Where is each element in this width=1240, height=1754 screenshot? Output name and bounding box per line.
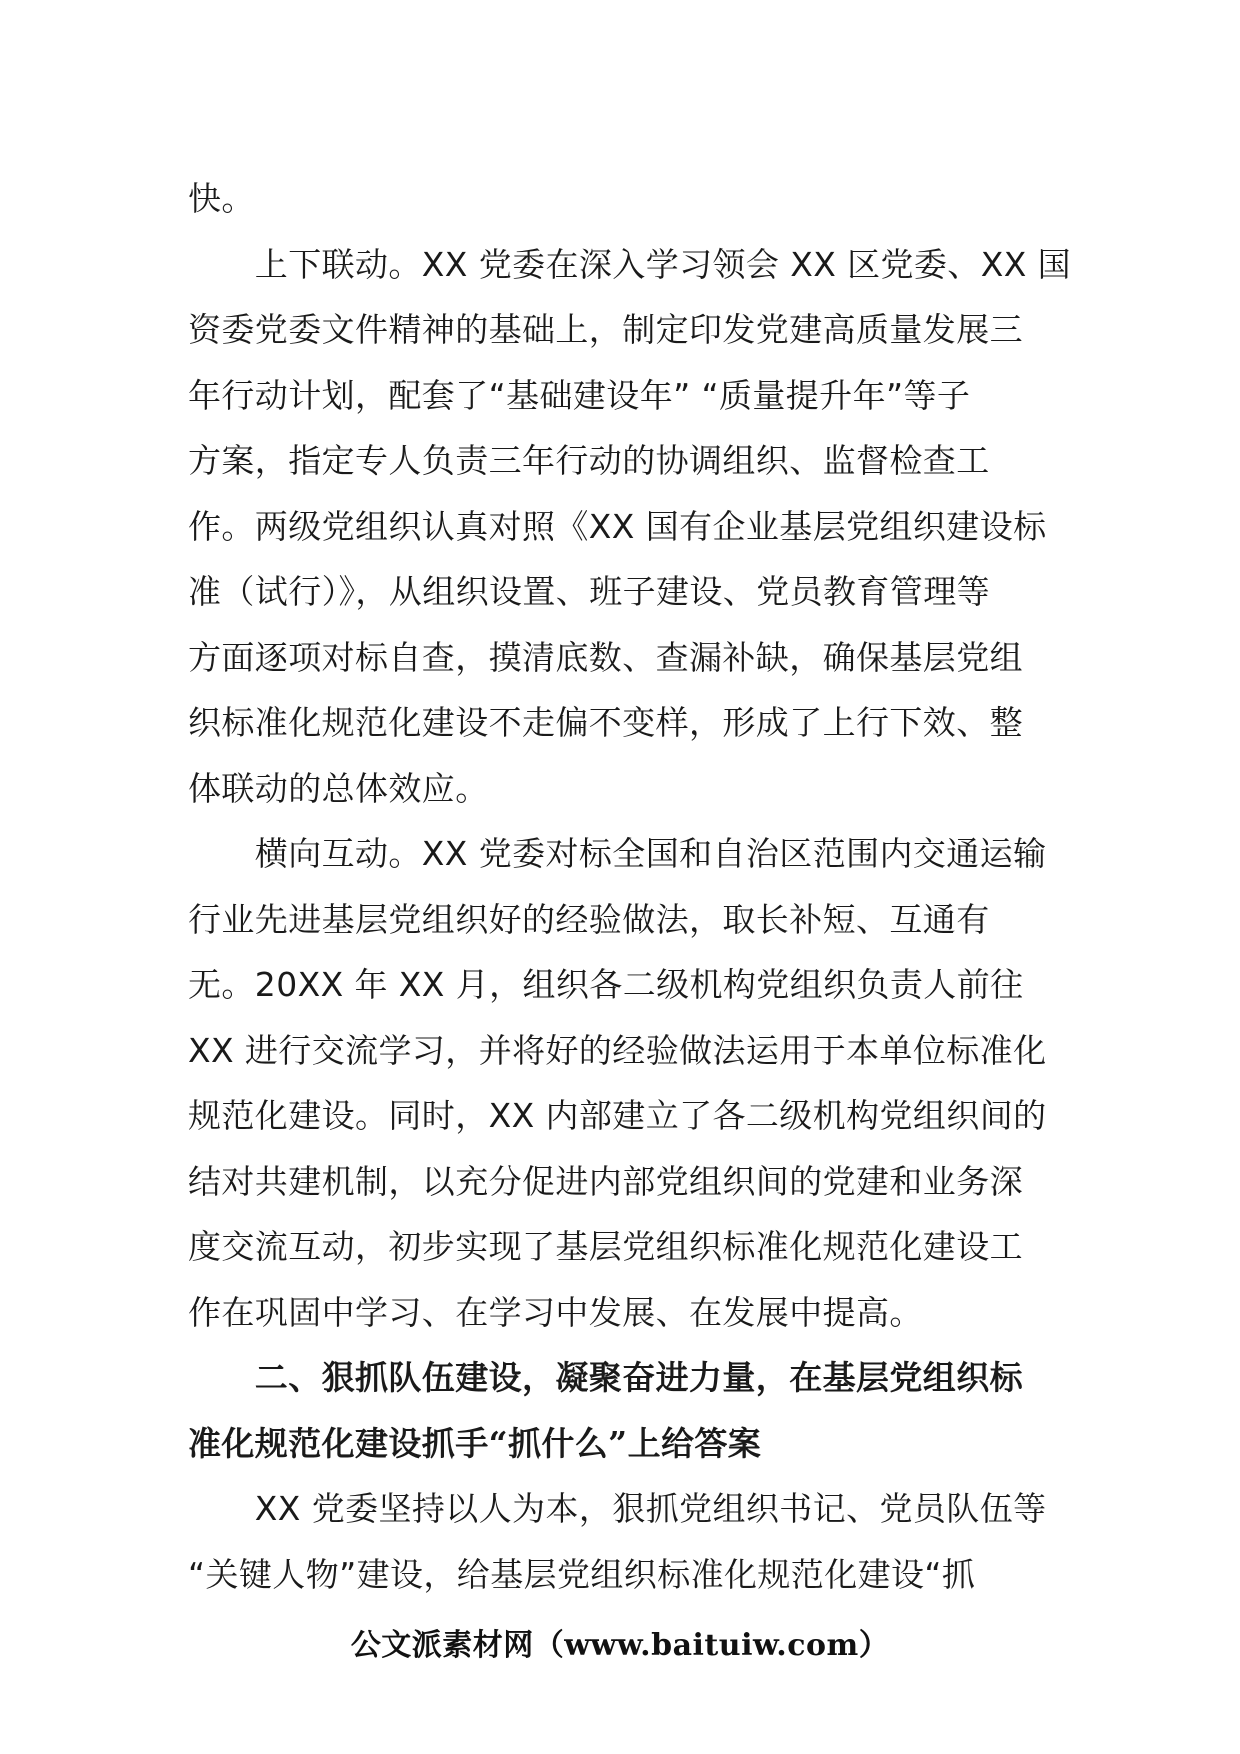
text-line: 方案，指定专人负责三年行动的协调组织、监督检查工 (188, 441, 990, 480)
text-line: 行业先进基层党组织好的经验做法，取长补短、互通有 (188, 899, 990, 939)
footer-watermark: 公文派素材网（www.baituiw.com） (350, 1628, 890, 1663)
text-line: 规范化建设。同时，XX 内部建立了各二级机构党组织间的 (188, 1096, 1047, 1135)
text-line: 无。20XX 年 XX 月，组织各二级机构党组织负责人前往 (188, 965, 1024, 1004)
text-line: 横向互动。XX 党委对标全国和自治区范围内交通运输 (188, 834, 1047, 873)
text-line: 上下联动。XX 党委在深入学习领会 XX 区党委、XX 国 (188, 244, 1072, 284)
section-heading-line: 准化规范化建设抓手“抓什么”上给答案 (188, 1423, 762, 1463)
text-line: 度交流互动，初步实现了基层党组织标准化规范化建设工 (188, 1227, 1023, 1266)
text-line: 准（试行）》，从组织设置、班子建设、党员教育管理等 (188, 572, 990, 611)
text-line: XX 进行交流学习，并将好的经验做法运用于本单位标准化 (188, 1030, 1047, 1070)
text-line: 资委党委文件精神的基础上，制定印发党建高质量发展三 (188, 310, 1023, 349)
text-line: 结对共建机制，以充分促进内部党组织间的党建和业务深 (188, 1161, 1023, 1201)
text-line: 方面逐项对标自查，摸清底数、查漏补缺，确保基层党组 (188, 637, 1023, 677)
text-line: 年行动计划，配套了“基础建设年” “质量提升年”等子 (188, 375, 971, 415)
text-line: 作在巩固中学习、在学习中发展、在发展中提高。 (188, 1292, 923, 1332)
text-line: 快。 (188, 179, 255, 218)
document-body (188, 166, 1072, 1607)
text-line: XX 党委坚持以人为本，狠抓党组织书记、党员队伍等 (188, 1489, 1047, 1528)
text-line: “关键人物”建设，给基层党组织标准化规范化建设“抓 (188, 1554, 976, 1594)
section-heading-line: 二、狠抓队伍建设，凝聚奋进力量，在基层党组织标 (188, 1358, 1023, 1397)
text-line: 织标准化规范化建设不走偏不变样，形成了上行下效、整 (188, 703, 1023, 742)
text-line: 作。两级党组织认真对照《XX 国有企业基层党组织建设标 (188, 506, 1047, 546)
text-line: 体联动的总体效应。 (188, 768, 489, 808)
